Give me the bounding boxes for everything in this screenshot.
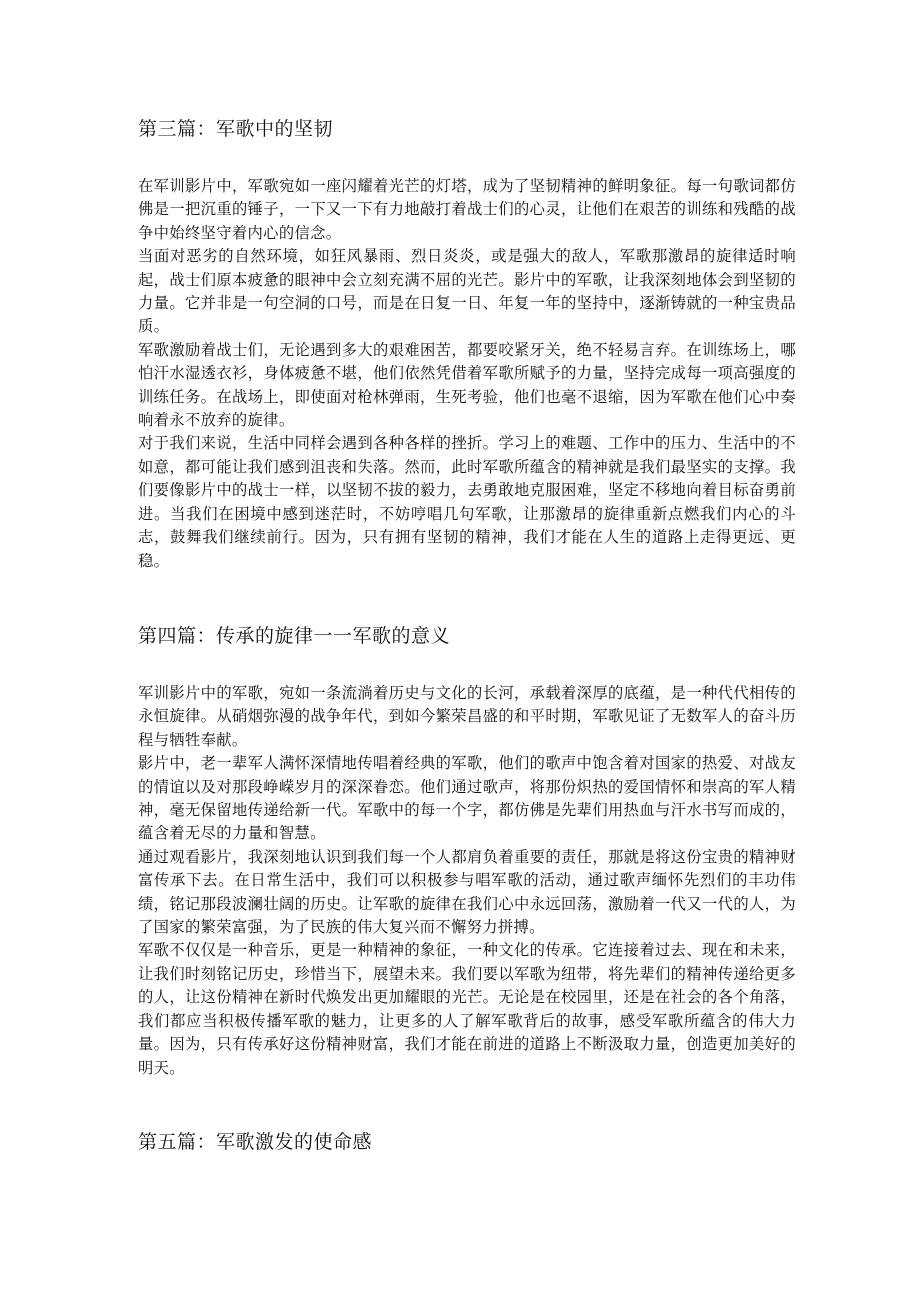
paragraph: 影片中，老一辈军人满怀深情地传唱着经典的军歌，他们的歌声中饱含着对国家的热爱、对战友的情谊以及对那段峥嵘岁月的深深眷恋。他们通过歌声，将那份炽热的爱国情怀和崇高的军人精神，毫无保留地传递给新一代。军歌中的每一个字，都仿佛是先辈们用热血与汗水书写而成的，蕴含着无尽的力量和智慧。 — [138, 754, 796, 843]
section-title-4: 第四篇：传承的旋律一一军歌的意义 — [138, 625, 451, 647]
paragraph: 军歌不仅仅是一种音乐，更是一种精神的象征，一种文化的传承。它连接着过去、现在和未来，让我们时刻铭记历史，珍惜当下，展望未来。我们要以军歌为纽带，将先辈们的精神传递给更多的人，让这份精神在新时代焕发出更加耀眼的光芒。无论是在校园里，还是在社会的各个角落，我们都应当积极传播军歌的魅力，让更多的人了解军歌背后的故事，感受军歌所蕴含的伟大力量。因为，只有传承好这份精神财富，我们才能在前进的道路上不断汲取力量，创造更加美好的明天。 — [138, 941, 796, 1077]
section-body-4 — [138, 682, 796, 1080]
section-title-5: 第五篇：军歌激发的使命感 — [138, 1131, 373, 1153]
paragraph: 通过观看影片，我深刻地认识到我们每一个人都肩负着重要的责任，那就是将这份宝贵的精神财富传承下去。在日常生活中，我们可以积极参与唱军歌的活动，通过歌声缅怀先烈们的丰功伟绩，铭记那段波澜壮阔的历史。让军歌的旋律在我们心中永远回荡，激励着一代又一代的人，为了国家的繁荣富强，为了民族的伟大复兴而不懈努力拼搏。 — [138, 847, 796, 937]
paragraph: 军歌激励着战士们，无论遇到多大的艰难困苦，都要咬紧牙关，绝不轻易言弃。在训练场上，哪怕汗水湿透衣衫，身体疲惫不堪，他们依然凭借着军歌所赋予的力量，坚持完成每一项高强度的训练任务。在战场上，即使面对枪林弹雨，生死考验，他们也毫不退缩，因为军歌在他们心中奏响着永不放弃的旋律。 — [138, 340, 796, 430]
paragraph: 当面对恶劣的自然环境，如狂风暴雨、烈日炎炎，或是强大的敌人，军歌那激昂的旋律适时响起，战士们原本疲惫的眼神中会立刻充满不屈的光芒。影片中的军歌，让我深刻地体会到坚韧的力量。它并非是一句空洞的口号，而是在日复一日、年复一年的坚持中，逐渐铸就的一种宝贵品质。 — [138, 247, 796, 336]
paragraph: 在军训影片中，军歌宛如一座闪耀着光芒的灯塔，成为了坚韧精神的鲜明象征。每一句歌词都仿佛是一把沉重的锤子，一下又一下有力地敲打着战士们的心灵，让他们在艰苦的训练和残酷的战争中始终坚守着内心的信念。 — [138, 177, 796, 242]
section-body-3 — [138, 175, 796, 573]
section-title-3: 第三篇：军歌中的坚韧 — [138, 118, 334, 140]
paragraph: 军训影片中的军歌，宛如一条流淌着历史与文化的长河，承载着深厚的底蕴，是一种代代相传的永恒旋律。从硝烟弥漫的战争年代，到如今繁荣昌盛的和平时期，军歌见证了无数军人的奋斗历程与牺牲奉献。 — [138, 684, 796, 749]
paragraph: 对于我们来说，生活中同样会遇到各种各样的挫折。学习上的难题、工作中的压力、生活中的不如意，都可能让我们感到沮丧和失落。然而，此时军歌所蕴含的精神就是我们最坚实的支撑。我们要像影片中的战士一样，以坚韧不拔的毅力，去勇敢地克服困难，坚定不移地向着目标奋勇前进。当我们在困境中感到迷茫时，不妨哼唱几句军歌，让那激昂的旋律重新点燃我们内心的斗志，鼓舞我们继续前行。因为，只有拥有坚韧的精神，我们才能在人生的道路上走得更远、更稳。 — [138, 434, 796, 570]
